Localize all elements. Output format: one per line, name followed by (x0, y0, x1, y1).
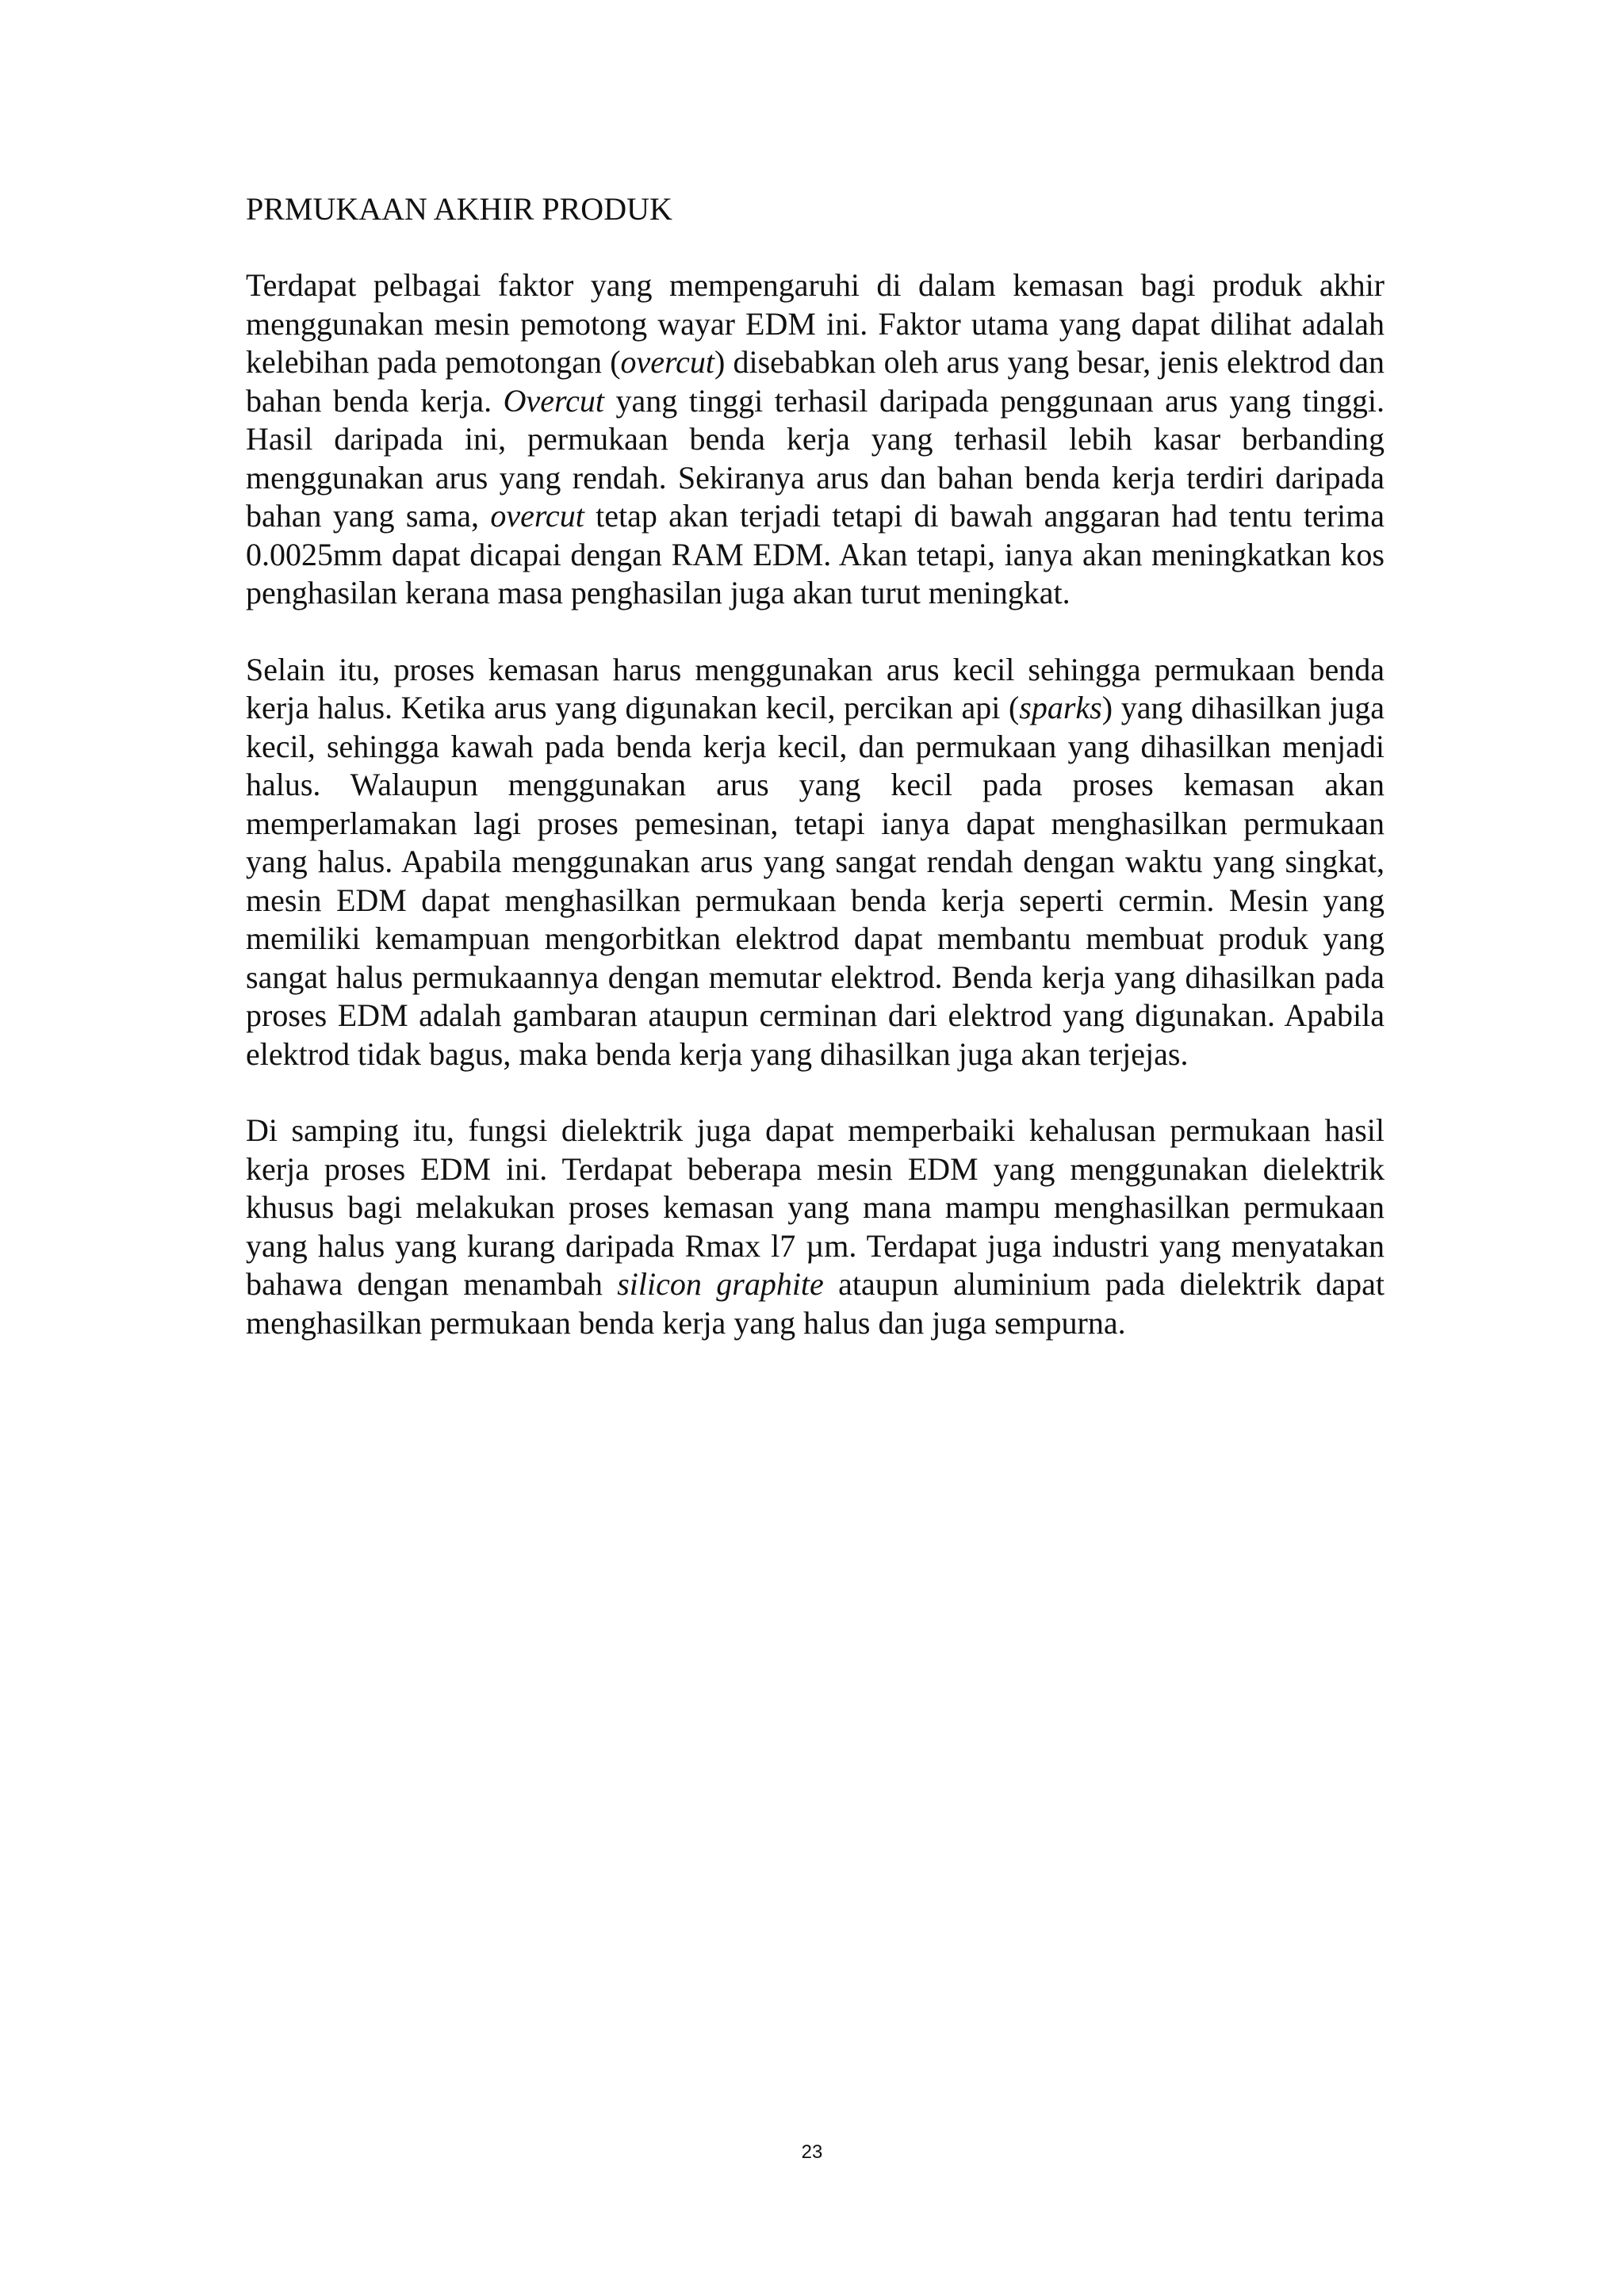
paragraph-2-text: ) yang dihasilkan juga kecil, sehingga kawah pada benda kerja kecil, dan permukaan yang dihasilkan menjadi halus. Walaupun menggunakan arus yang kecil pada proses kemasan akan memperlamakan lagi proses pemesinan, tetapi ianya dapat menghasilkan permukaan yang halus. Apabila menggunakan arus yang sangat rendah dengan waktu yang singkat, mesin EDM dapat menghasilkan permukaan benda kerja seperti cermin. Mesin yang memiliki kemampuan mengorbitkan elektrod dapat membantu membuat produk yang sangat halus permukaannya dengan memutar elektrod. Benda kerja yang dihasilkan pada proses EDM adalah gambaran ataupun cerminan dari elektrod yang digunakan. Apabila elektrod tidak bagus, maka benda kerja yang dihasilkan juga akan terjejas. (246, 690, 1385, 1072)
paragraph-1-text: yang tinggi terhasil daripada penggunaan arus yang tinggi. Hasil daripada ini, permukaan benda kerja yang terhasil lebih kasar berbanding menggunakan arus yang rendah. Sekiranya arus dan bahan benda kerja terdiri daripada bahan yang sama, (246, 382, 1385, 534)
italic-term-overcut: overcut (490, 498, 584, 534)
paragraph-1-text: tetap akan terjadi tetapi di bawah anggaran had tentu terima 0.0025mm dapat dicapai dengan RAM EDM. Akan tetapi, ianya akan meningkatkan kos penghasilan kerana masa penghasilan juga akan turut meningkat. (246, 498, 1385, 610)
paragraph-1-text: Terdapat pelbagai faktor yang mempengaruhi di dalam kemasan bagi produk akhir menggunakan mesin pemotong wayar EDM ini. Faktor utama yang dapat dilihat adalah kelebihan pada pemotongan ( (246, 267, 1385, 380)
paragraph-1 (246, 266, 1385, 613)
paragraph-2-text: Selain itu, proses kemasan harus menggunakan arus kecil sehingga permukaan benda kerja halus. Ketika arus yang digunakan kecil, percikan api ( (246, 651, 1385, 725)
paragraph-2 (246, 651, 1385, 1074)
italic-term-sparks: sparks (1019, 690, 1102, 725)
italic-term-overcut: Overcut (503, 382, 604, 419)
page-content (246, 190, 1385, 1380)
section-heading: PRMUKAAN AKHIR PRODUK (246, 191, 672, 227)
paragraph-3-text: Di samping itu, fungsi dielektrik juga dapat memperbaiki kehalusan permukaan hasil kerja proses EDM ini. Terdapat beberapa mesin EDM yang menggunakan dielektrik khusus bagi melakukan proses kemasan yang mana mampu menghasilkan permukaan yang halus yang kurang daripada Rmax l7 µm. Terdapat juga industri yang menyatakan bahawa dengan menambah (246, 1112, 1385, 1302)
italic-term-overcut: overcut (620, 344, 715, 380)
paragraph-3 (246, 1112, 1385, 1342)
paragraph-1-text: ) disebabkan oleh arus yang besar, jenis elektrod dan bahan benda kerja. (246, 344, 1385, 419)
paragraph-3-text: ataupun aluminium pada dielektrik dapat menghasilkan permukaan benda kerja yang halus dan juga sempurna. (246, 1266, 1385, 1341)
italic-term-silicon-graphite: silicon graphite (617, 1266, 824, 1302)
page-number: 23 (801, 2141, 823, 2163)
